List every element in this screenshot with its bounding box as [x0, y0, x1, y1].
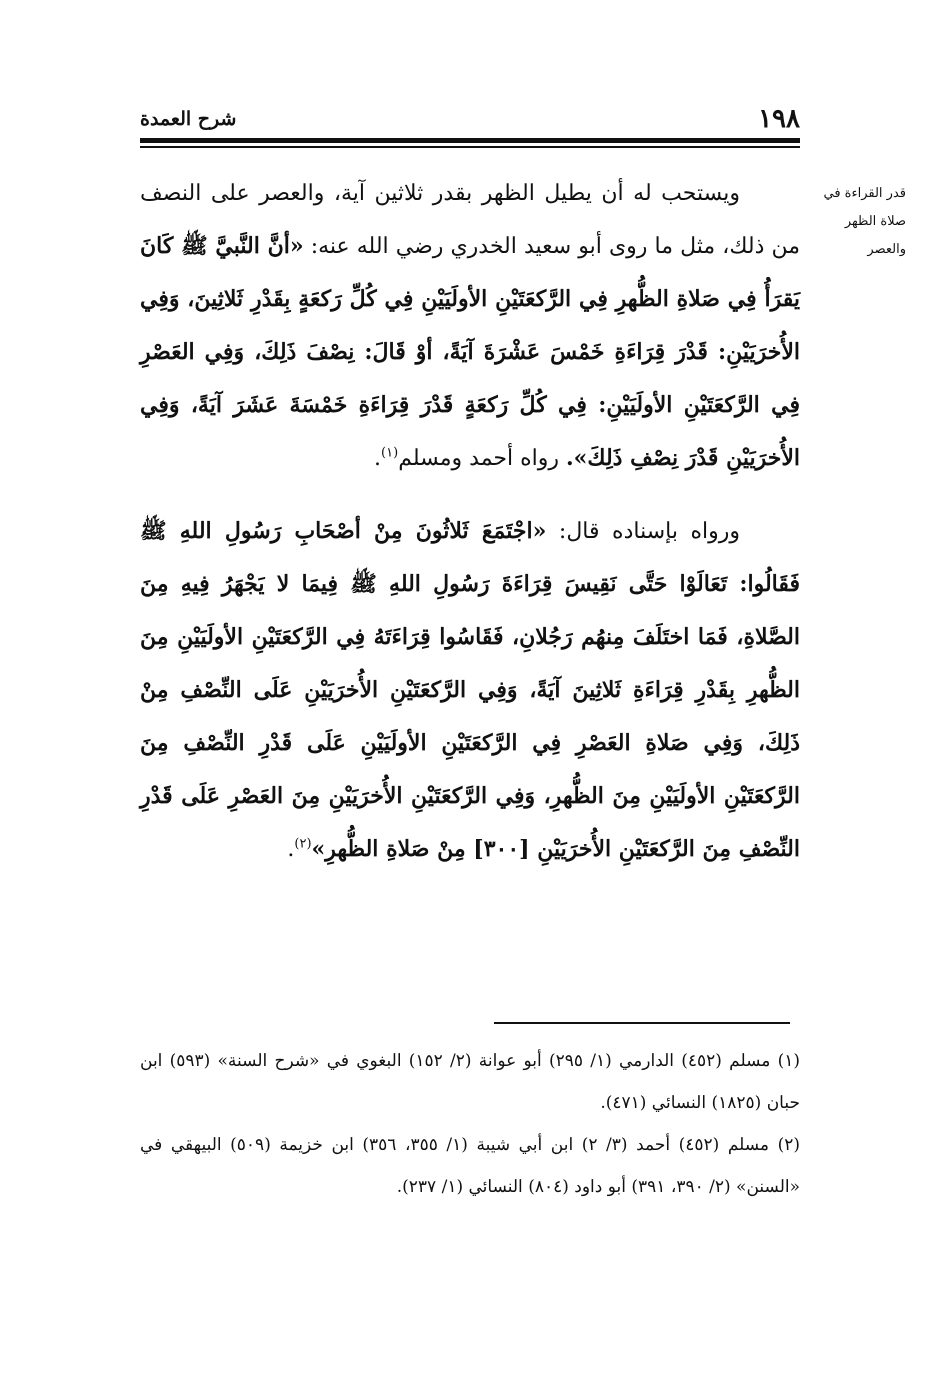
margin-note-line: قدر القراءة في	[823, 186, 906, 201]
attribution-text: رواه أحمد ومسلم	[398, 446, 559, 471]
margin-note	[806, 180, 906, 264]
paragraph-1	[140, 168, 800, 485]
footnote-1: (١) مسلم (٤٥٢) الدارمي (١/ ٢٩٥) أبو عوانة (٢/ ١٥٢) البغوي في «شرح السنة» (٥٩٣) ابن حبان (١٨٢٥) النسائي (٤٧١).	[140, 1051, 801, 1113]
footnote-separator	[494, 1022, 790, 1024]
hadith-quote-2: «اجْتَمَعَ ثَلاثُونَ مِنْ أصْحَابِ رَسُولِ اللهِ ﷺ فَقَالُوا: تَعَالَوْا حَتَّى نَقِيسَ قِرَاءَةَ رَسُولِ اللهِ ﷺ فِيمَا لا يَجْهَرُ فِيهِ مِنَ الصَّلاةِ، فَمَا اختَلَفَ مِنهُم رَجُلانِ، فَقَاسُوا قِرَاءَتَهُ فِي الرَّكعَتَيْنِ الأولَيَيْنِ مِنَ الظُّهرِ بِقَدْرِ قِرَاءَةِ ثَلاثِينَ آيَةً، وَفِي الرَّكعَتَيْنِ الأُخرَيَيْنِ عَلَى النِّصْفِ مِنْ ذَلِكَ، وَفِي صَلاةِ العَصْرِ فِي الرَّكعَتَيْنِ الأولَيَيْنِ عَلَى قَدْرِ النِّصْفِ مِنَ الرَّكعَتَيْنِ الأولَيَيْنِ مِنَ الظُّهرِ، وَفِي الرَّكعَتَيْنِ الأُخرَيَيْنِ مِنَ العَصْرِ عَلَى قَدْرِ النِّصْفِ مِنَ الرَّكعَتَيْنِ الأُخرَيَيْنِ [٣٠٠] مِنْ صَلاةِ الظُّهرِ»	[140, 518, 800, 862]
hadith-2-end: .	[287, 837, 295, 862]
page-number: ١٩٨	[758, 104, 800, 134]
hadith-quote-1: «أنَّ النَّبيَّ ﷺ كَانَ يَقرَأُ فِي صَلاةِ الظُّهرِ فِي الرَّكعَتَيْنِ الأولَيَيْنِ فِي كُلِّ رَكعَةٍ بِقَدْرِ ثَلاثِينَ، وَفِي الأُخرَيَيْنِ: قَدْرَ قِرَاءَةِ خَمْسَ عَشْرَةَ آيَةً، أوْ قَالَ: نِصْفَ ذَلِكَ، وَفِي العَصْرِ فِي الرَّكعَتَيْنِ الأولَيَيْنِ: فِي كُلِّ رَكعَةٍ قَدْرَ قِرَاءَةِ خَمْسَةَ عَشَرَ آيَةً، وَفِي الأُخرَيَيْنِ قَدْرَ نِصْفِ ذَلِكَ».	[140, 233, 800, 471]
header-rule-thin	[140, 146, 800, 148]
footnote-2: (٢) مسلم (٤٥٢) أحمد (٣/ ٢) ابن أبي شيبة (١/ ٣٥٥، ٣٥٦) ابن خزيمة (٥٠٩) البيهقي في «السنن» (٢/ ٣٩٠، ٣٩١) أبو داود (٨٠٤) النسائي (١/ ٢٣٧).	[140, 1135, 800, 1197]
footnote-ref-1: (١)	[381, 445, 399, 461]
footnote-ref-2: (٢)	[294, 836, 312, 852]
footnotes	[140, 1040, 800, 1208]
margin-note-line: صلاة الظهر	[844, 214, 906, 229]
header-rule-thick	[140, 138, 800, 143]
paragraph-2	[140, 505, 800, 876]
intro-text-2: ورواه بإسناده قال:	[558, 519, 740, 544]
margin-note-line: والعصر	[867, 242, 906, 257]
intro-text: ويستحب له أن يطيل الظهر بقدر ثلاثين آية، والعصر على النصف من ذلك، مثل ما روى أبو سعيد الخدري رضي الله عنه:	[140, 181, 800, 259]
attribution-end: .	[374, 446, 382, 471]
book-title: شرح العمدة	[140, 108, 237, 130]
body-text	[140, 168, 800, 876]
page-header	[140, 100, 800, 136]
